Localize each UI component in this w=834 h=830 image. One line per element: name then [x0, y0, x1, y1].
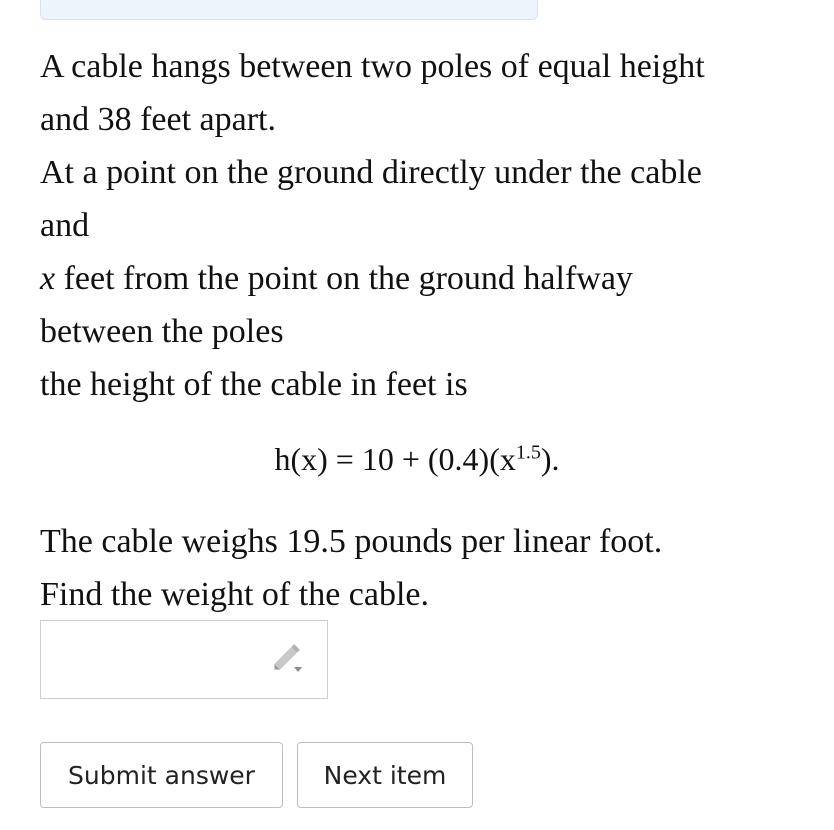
formula-left: h(x) = 10 + (0.4)(x: [274, 441, 516, 477]
question-line-5-text: feet from the point on the ground halfway: [63, 260, 633, 297]
submit-answer-button[interactable]: Submit answer: [40, 742, 283, 808]
question-line-7: the height of the cable in feet is: [40, 366, 468, 403]
formula-exponent: 1.5: [515, 441, 541, 464]
question-line-5: [40, 252, 800, 305]
question-line-2: and 38 feet apart.: [40, 101, 276, 138]
next-item-button[interactable]: Next item: [297, 742, 473, 808]
formula-right: ).: [540, 441, 560, 477]
answer-field-container[interactable]: [40, 620, 328, 699]
task-statement: Find the weight of the cable.: [40, 576, 430, 613]
question-line-6: between the poles: [40, 313, 284, 350]
question-text: [40, 40, 800, 411]
question-line-1: A cable hangs between two poles of equal height: [40, 48, 705, 85]
question-line-3: At a point on the ground directly under the cable: [40, 154, 702, 191]
question-variable: x: [40, 260, 56, 297]
height-formula: [0, 434, 834, 484]
pencil-icon[interactable]: [267, 643, 309, 679]
question-line-4: and: [40, 207, 90, 244]
question-followup: [40, 515, 800, 621]
weight-statement: The cable weighs 19.5 pounds per linear foot.: [40, 523, 663, 560]
previous-section-panel: [40, 0, 538, 20]
answer-input[interactable]: [47, 627, 261, 693]
